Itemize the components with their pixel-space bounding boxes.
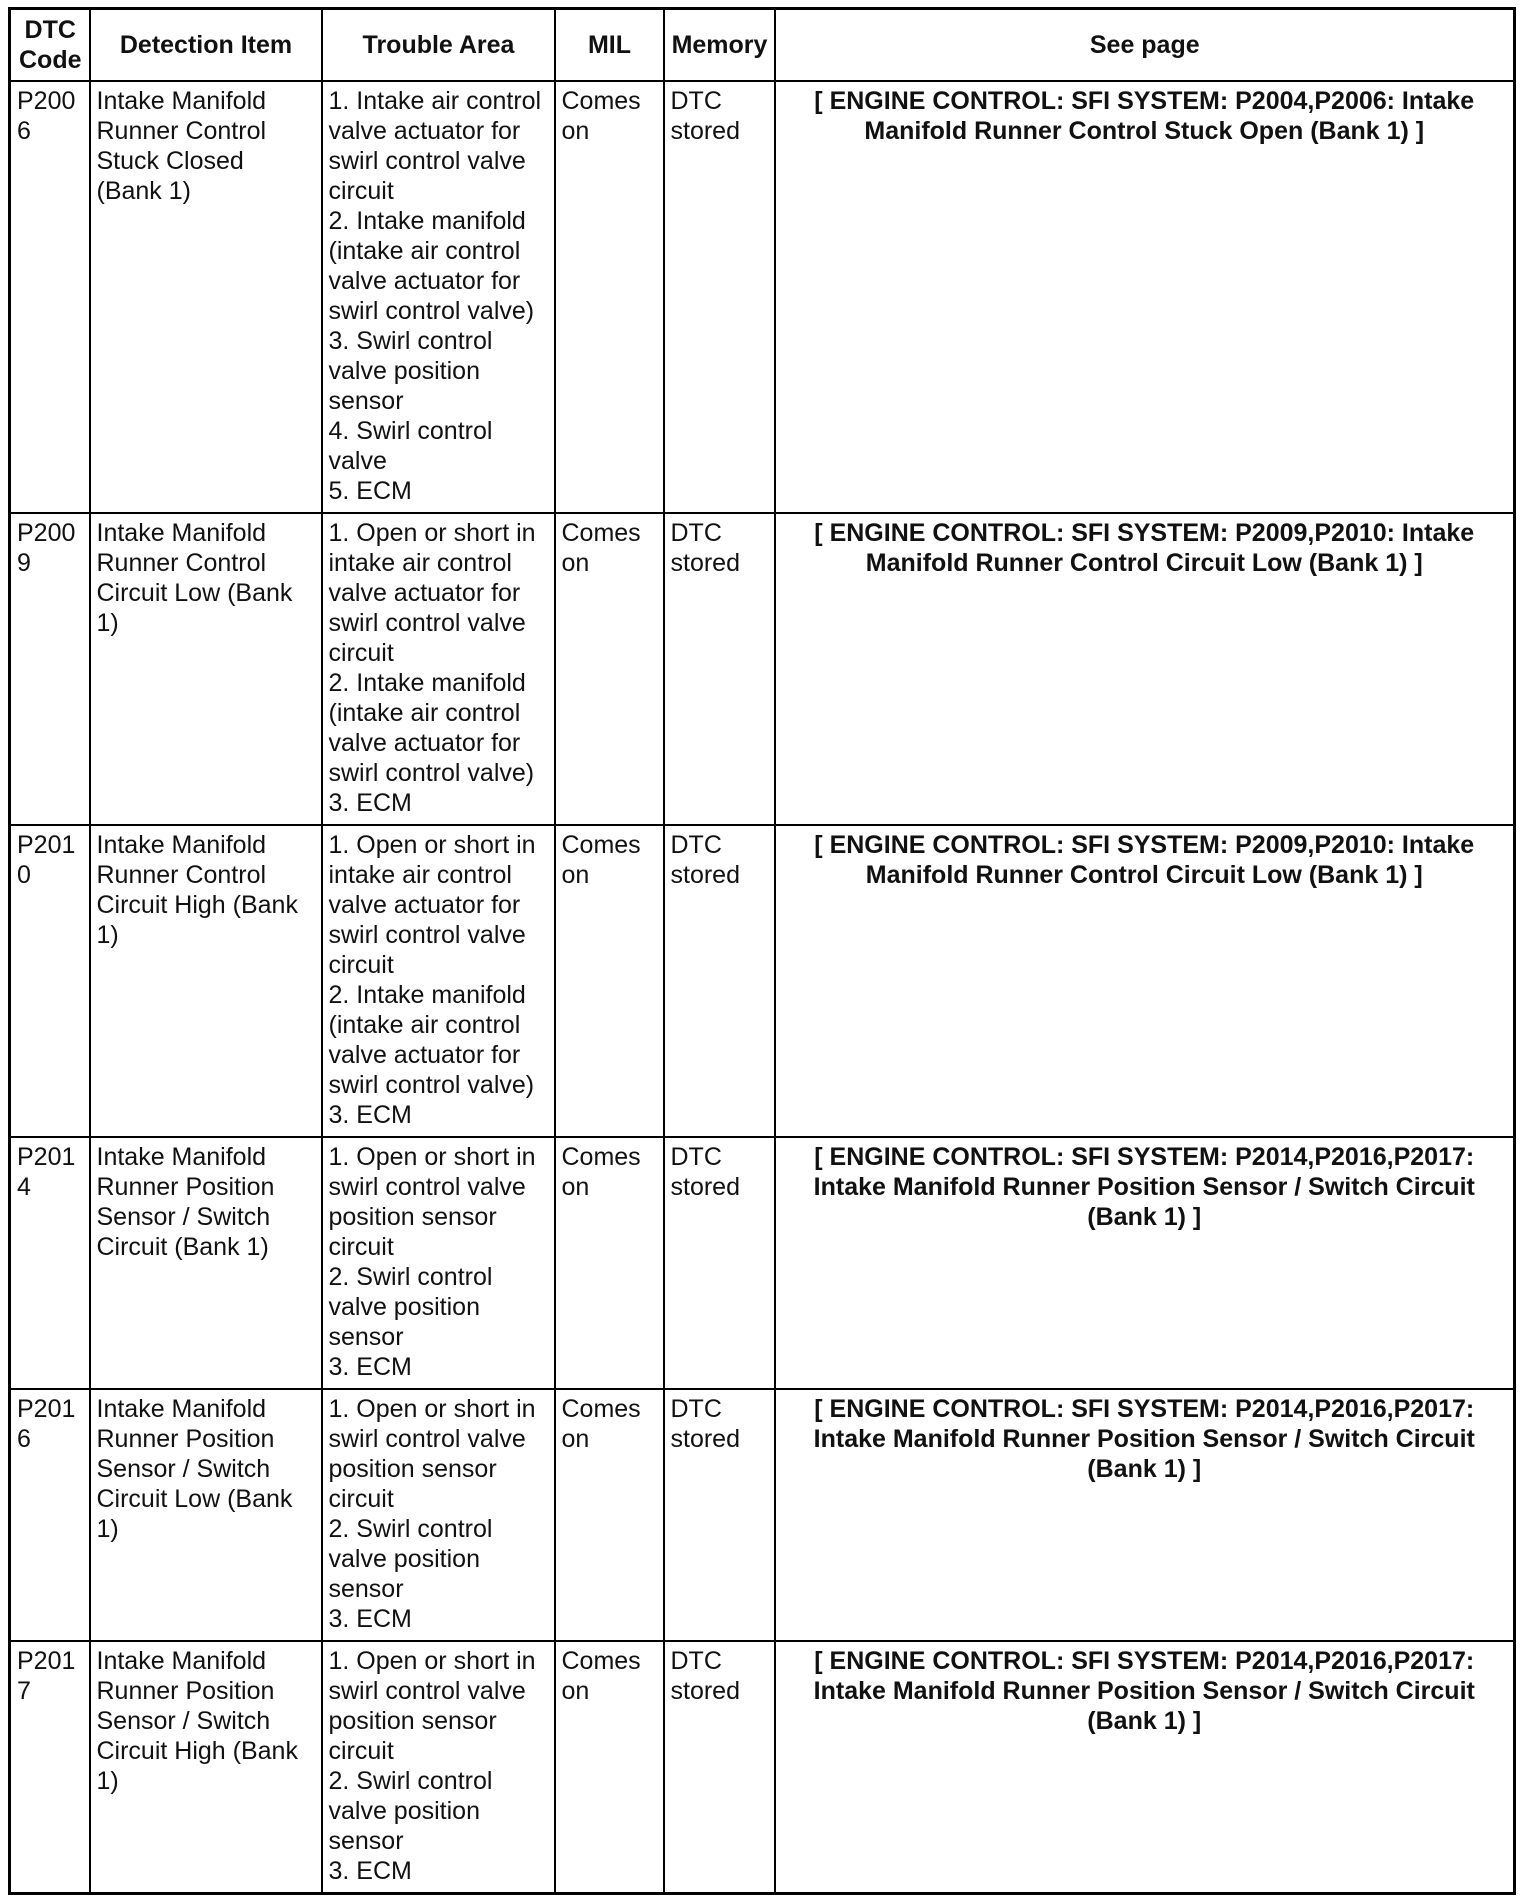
dtc-code-cell: P2016 (10, 1389, 90, 1641)
table-row (10, 81, 1515, 513)
trouble-area-line: 4. Swirl control valve (328, 417, 493, 475)
mil-cell: Comes on (555, 1389, 664, 1641)
trouble-area-line: 3. ECM (328, 1353, 412, 1381)
trouble-area-line: 3. ECM (328, 1857, 412, 1885)
trouble-area-line: 2. Intake manifold (intake air control valve actuator for swirl control valve) (328, 207, 535, 325)
table-row (10, 1389, 1515, 1641)
trouble-area-line: 3. ECM (328, 789, 412, 817)
trouble-area-line: 2. Intake manifold (intake air control valve actuator for swirl control valve) (328, 669, 535, 787)
memory-cell: DTC stored (664, 1137, 775, 1389)
trouble-area-line: 2. Intake manifold (intake air control valve actuator for swirl control valve) (328, 981, 535, 1099)
dtc-table (8, 7, 1516, 1895)
trouble-area-line: 1. Open or short in swirl control valve position sensor circuit (328, 1143, 536, 1261)
trouble-area-line: 3. ECM (328, 1101, 412, 1129)
trouble-area-cell (322, 1137, 555, 1389)
trouble-area-cell (322, 1641, 555, 1894)
mil-cell: Comes on (555, 513, 664, 825)
table-row (10, 513, 1515, 825)
trouble-area-cell (322, 513, 555, 825)
trouble-area-cell (322, 81, 555, 513)
header-detection-item: Detection Item (90, 9, 322, 82)
trouble-area-line: 3. ECM (328, 1605, 412, 1633)
trouble-area-line: 1. Open or short in swirl control valve position sensor circuit (328, 1395, 536, 1513)
trouble-area-cell (322, 825, 555, 1137)
dtc-code-cell: P2017 (10, 1641, 90, 1894)
table-body (10, 81, 1515, 1894)
mil-cell: Comes on (555, 81, 664, 513)
dtc-code-cell: P2009 (10, 513, 90, 825)
table-row (10, 1641, 1515, 1894)
memory-cell: DTC stored (664, 1389, 775, 1641)
see-page-link[interactable]: [ ENGINE CONTROL: SFI SYSTEM: P2004,P2006: Intake Manifold Runner Control Stuck Open (Bank 1) ] (775, 81, 1515, 513)
detection-item-cell: Intake Manifold Runner Position Sensor / Switch Circuit High (Bank 1) (90, 1641, 322, 1894)
table-row (10, 1137, 1515, 1389)
dtc-code-cell: P2006 (10, 81, 90, 513)
detection-item-cell: Intake Manifold Runner Control Circuit Low (Bank 1) (90, 513, 322, 825)
dtc-code-cell: P2014 (10, 1137, 90, 1389)
table-header (10, 9, 1515, 82)
memory-cell: DTC stored (664, 1641, 775, 1894)
header-trouble-area: Trouble Area (322, 9, 555, 82)
trouble-area-cell (322, 1389, 555, 1641)
see-page-link[interactable]: [ ENGINE CONTROL: SFI SYSTEM: P2009,P2010: Intake Manifold Runner Control Circuit Low (Bank 1) ] (775, 825, 1515, 1137)
table-row (10, 825, 1515, 1137)
trouble-area-line: 5. ECM (328, 477, 412, 505)
see-page-link[interactable]: [ ENGINE CONTROL: SFI SYSTEM: P2014,P2016,P2017: Intake Manifold Runner Position Sensor / Switch Circuit (Bank 1) ] (775, 1389, 1515, 1641)
trouble-area-line: 2. Swirl control valve position sensor (328, 1263, 493, 1351)
see-page-link[interactable]: [ ENGINE CONTROL: SFI SYSTEM: P2014,P2016,P2017: Intake Manifold Runner Position Sensor / Switch Circuit (Bank 1) ] (775, 1641, 1515, 1894)
mil-cell: Comes on (555, 1137, 664, 1389)
see-page-link[interactable]: [ ENGINE CONTROL: SFI SYSTEM: P2009,P2010: Intake Manifold Runner Control Circuit Low (Bank 1) ] (775, 513, 1515, 825)
header-mil: MIL (555, 9, 664, 82)
header-row (10, 9, 1515, 82)
header-see-page: See page (775, 9, 1515, 82)
trouble-area-line: 1. Open or short in intake air control valve actuator for swirl control valve circuit (328, 519, 536, 667)
trouble-area-line: 1. Intake air control valve actuator for swirl control valve circuit (328, 87, 542, 205)
header-memory: Memory (664, 9, 775, 82)
memory-cell: DTC stored (664, 825, 775, 1137)
mil-cell: Comes on (555, 1641, 664, 1894)
trouble-area-line: 2. Swirl control valve position sensor (328, 1515, 493, 1603)
trouble-area-line: 3. Swirl control valve position sensor (328, 327, 493, 415)
trouble-area-line: 2. Swirl control valve position sensor (328, 1767, 493, 1855)
see-page-link[interactable]: [ ENGINE CONTROL: SFI SYSTEM: P2014,P2016,P2017: Intake Manifold Runner Position Sensor / Switch Circuit (Bank 1) ] (775, 1137, 1515, 1389)
detection-item-cell: Intake Manifold Runner Control Stuck Closed (Bank 1) (90, 81, 322, 513)
memory-cell: DTC stored (664, 513, 775, 825)
mil-cell: Comes on (555, 825, 664, 1137)
memory-cell: DTC stored (664, 81, 775, 513)
detection-item-cell: Intake Manifold Runner Position Sensor / Switch Circuit (Bank 1) (90, 1137, 322, 1389)
detection-item-cell: Intake Manifold Runner Control Circuit High (Bank 1) (90, 825, 322, 1137)
dtc-code-cell: P2010 (10, 825, 90, 1137)
trouble-area-line: 1. Open or short in swirl control valve position sensor circuit (328, 1647, 536, 1765)
header-dtc-code: DTC Code (10, 9, 90, 82)
detection-item-cell: Intake Manifold Runner Position Sensor / Switch Circuit Low (Bank 1) (90, 1389, 322, 1641)
trouble-area-line: 1. Open or short in intake air control valve actuator for swirl control valve circuit (328, 831, 536, 979)
